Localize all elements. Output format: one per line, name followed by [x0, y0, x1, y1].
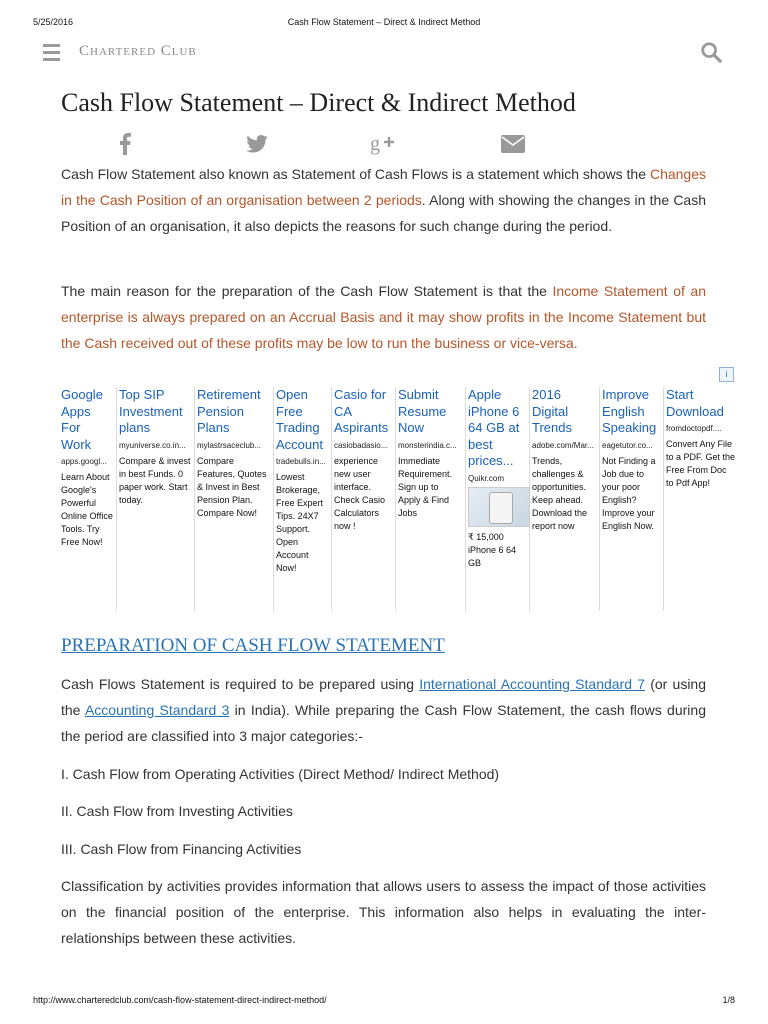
site-header: [0, 38, 768, 70]
print-header: [0, 17, 768, 29]
ad-description: Lowest Brokerage, Free Expert Tips. 24X7 Support. Open Account Now!: [276, 472, 324, 573]
print-footer: [0, 995, 768, 1007]
ad-host: eagetutor.co...: [602, 440, 653, 450]
ad-description: Trends, challenges & opportunities. Keep ahead. Download the report now: [532, 455, 588, 531]
ad-description: experience new user interface. Check Casio Calculators now !: [334, 455, 386, 531]
intro-paragraph-1: [61, 161, 706, 239]
ad-unit[interactable]: [61, 387, 117, 611]
ad-description: Immediate Requirement. Sign up to Apply & Find Jobs: [398, 455, 453, 518]
ad-title[interactable]: 2016 Digital Trends: [532, 387, 572, 435]
ad-unit[interactable]: [466, 387, 530, 611]
list-item: III. Cash Flow from Financing Activities: [61, 841, 302, 857]
ad-unit[interactable]: [530, 387, 600, 611]
p1-text-a: Cash Flow Statement also known as Statement of Cash Flows is a statement which shows the: [61, 166, 650, 182]
p1-text-b: . Along with showing the changes in the Cash Position of an organisation, it also depicts the reasons for such change during the period.: [61, 192, 706, 234]
p4-text: Classification by activities provides information that allows users to assess the impact of those activities on the financial position of the enterprise. This information also helps in evaluating the inter-relationships between these activities.: [61, 878, 706, 946]
article-title: Cash Flow Statement – Direct & Indirect Method: [61, 88, 576, 117]
ad-description: Learn About Google's Powerful Online Office Tools. Try Free Now!: [61, 472, 113, 547]
intro-paragraph-2: [61, 278, 706, 356]
ad-price: ₹ 15,000: [468, 531, 504, 542]
accrual-basis-highlight: Income Statement of an enterprise is always prepared on an Accrual Basis and it may show profits in the Income Statement but the Cash received out of these profits may be low to run the business or vice-versa.: [61, 283, 706, 351]
svg-text:g: g: [370, 133, 380, 155]
ad-unit[interactable]: [664, 387, 739, 611]
ad-host: casiobadasio...: [334, 440, 388, 450]
p3-text-a: Cash Flows Statement is required to be prepared using: [61, 676, 420, 692]
ad-description: Compare & invest in best Funds. 0 paper work. Start today.: [119, 455, 191, 505]
list-item: I. Cash Flow from Operating Activities (Direct Method/ Indirect Method): [61, 766, 500, 782]
share-bar: [110, 132, 530, 158]
facebook-icon: [119, 133, 131, 155]
cash-position-highlight: Changes in the Cash Position of an organisation between 2 periods: [61, 166, 706, 208]
print-url: http://www.charteredclub.com/cash-flow-statement-direct-indirect-method/: [33, 995, 327, 1005]
as-3-link[interactable]: Accounting Standard 3: [84, 702, 230, 718]
print-date: 5/25/2016: [33, 17, 74, 27]
google-plus-share-button[interactable]: [368, 132, 398, 156]
ad-title[interactable]: Google Apps For Work: [61, 387, 103, 452]
ad-title[interactable]: Improve English Speaking: [602, 387, 657, 435]
ad-title[interactable]: Start Download: [666, 387, 724, 419]
p3-text-c: in India). While preparing the Cash Flow Statement, the cash flows during the period are classified into 3 major categories:-: [61, 702, 706, 744]
ad-host: fromdoctopdf....: [666, 424, 722, 433]
list-item: II. Cash Flow from Investing Activities: [61, 803, 293, 819]
ad-unit[interactable]: [274, 387, 332, 611]
classification-paragraph: [61, 873, 706, 951]
p2-text-a: The main reason for the preparation of the Cash Flow Statement is that the: [61, 283, 553, 299]
ad-host: tradebulls.in...: [276, 457, 326, 466]
ad-description: Compare Features, Quotes & Invest in Best Pension Plan. Compare Now!: [197, 455, 267, 518]
ad-unit[interactable]: [600, 387, 664, 611]
ad-host: Quikr.com: [468, 473, 505, 483]
ad-host: mylastrsaceclub...: [197, 440, 262, 450]
ad-unit[interactable]: [396, 387, 466, 611]
twitter-icon: [246, 135, 268, 153]
ad-host: monsterindia.c...: [398, 440, 457, 450]
google-plus-icon: [370, 133, 396, 155]
iphone-product-image[interactable]: [468, 487, 530, 527]
ad-description: Convert Any File to a PDF. Get the Free From Doc to Pdf App!: [666, 439, 736, 488]
adchoices-icon[interactable]: i: [719, 367, 734, 382]
ad-title[interactable]: Retirement Pension Plans: [197, 387, 261, 435]
facebook-share-button[interactable]: [110, 132, 140, 156]
ad-title[interactable]: Open Free Trading Account: [276, 387, 323, 452]
ad-host: adobe.com/Mar...: [532, 440, 594, 450]
ad-host: myuniverse.co.in...: [119, 440, 186, 450]
ad-title[interactable]: Casio for CA Aspirants: [334, 387, 389, 435]
ad-title[interactable]: Submit Resume Now: [398, 387, 447, 435]
email-icon: [501, 135, 525, 153]
section-heading[interactable]: PREPARATION OF CASH FLOW STATEMENT: [61, 635, 445, 656]
ad-title[interactable]: Top SIP Investment plans: [119, 387, 183, 435]
p3-text-b: (or using the: [61, 676, 707, 718]
search-icon[interactable]: [700, 41, 722, 63]
ad-unit[interactable]: [117, 387, 195, 611]
ad-description: Not Finding a Job due to your poor English? Improve your English Now.: [602, 455, 656, 531]
ad-unit[interactable]: [332, 387, 396, 611]
twitter-share-button[interactable]: [242, 132, 272, 156]
ad-unit[interactable]: [195, 387, 274, 611]
ad-host: apps.googl...: [61, 457, 107, 466]
ad-block: [61, 367, 739, 611]
hamburger-menu-icon[interactable]: [43, 44, 60, 61]
ad-title[interactable]: Apple iPhone 6 64 GB at best prices...: [468, 387, 520, 468]
site-brand-logo[interactable]: Chartered Club: [79, 43, 197, 59]
print-title: Cash Flow Statement – Direct & Indirect Method: [287, 17, 481, 27]
email-share-button[interactable]: [498, 132, 528, 156]
ad-description: iPhone 6 64 GB: [468, 544, 517, 568]
print-page-number: 1/8: [722, 995, 735, 1005]
preparation-paragraph: [61, 671, 706, 749]
ias-7-link[interactable]: International Accounting Standard 7: [419, 676, 645, 692]
